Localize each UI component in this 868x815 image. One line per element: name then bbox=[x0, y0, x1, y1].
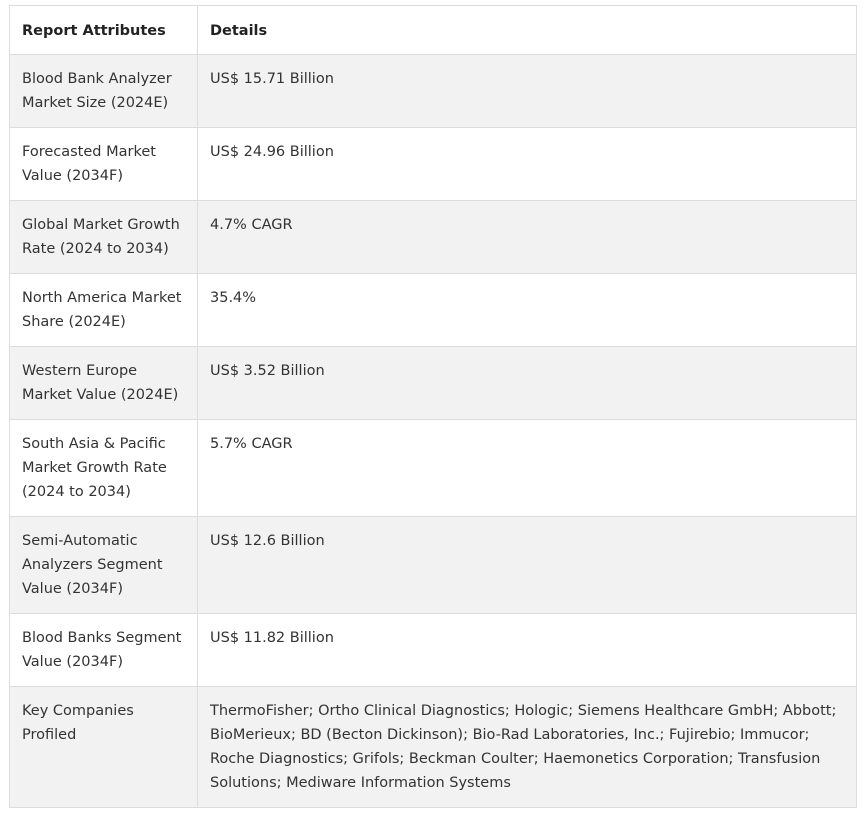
report-attributes-table-container bbox=[9, 5, 856, 808]
attribute-cell: Forecasted Market Value (2034F) bbox=[10, 128, 198, 201]
attribute-cell: Semi-Automatic Analyzers Segment Value (2034F) bbox=[10, 517, 198, 614]
table-row bbox=[10, 687, 857, 808]
attribute-cell: North America Market Share (2024E) bbox=[10, 274, 198, 347]
table-row bbox=[10, 128, 857, 201]
table-row bbox=[10, 201, 857, 274]
report-attributes-table bbox=[9, 5, 857, 808]
attribute-cell: Blood Bank Analyzer Market Size (2024E) bbox=[10, 55, 198, 128]
table-row bbox=[10, 420, 857, 517]
table-row bbox=[10, 347, 857, 420]
detail-cell: US$ 3.52 Billion bbox=[198, 347, 857, 420]
header-report-attributes: Report Attributes bbox=[10, 6, 198, 55]
detail-cell: 5.7% CAGR bbox=[198, 420, 857, 517]
detail-cell: 4.7% CAGR bbox=[198, 201, 857, 274]
table-header bbox=[10, 6, 857, 55]
header-details: Details bbox=[198, 6, 857, 55]
detail-cell: US$ 15.71 Billion bbox=[198, 55, 857, 128]
table-row bbox=[10, 517, 857, 614]
attribute-cell: Western Europe Market Value (2024E) bbox=[10, 347, 198, 420]
attribute-cell: Blood Banks Segment Value (2034F) bbox=[10, 614, 198, 687]
table-row bbox=[10, 55, 857, 128]
detail-cell: US$ 11.82 Billion bbox=[198, 614, 857, 687]
detail-cell: 35.4% bbox=[198, 274, 857, 347]
table-body bbox=[10, 55, 857, 808]
table-header-row bbox=[10, 6, 857, 55]
attribute-cell: South Asia & Pacific Market Growth Rate (2024 to 2034) bbox=[10, 420, 198, 517]
detail-cell: US$ 24.96 Billion bbox=[198, 128, 857, 201]
table-row bbox=[10, 274, 857, 347]
attribute-cell: Global Market Growth Rate (2024 to 2034) bbox=[10, 201, 198, 274]
detail-cell: US$ 12.6 Billion bbox=[198, 517, 857, 614]
detail-cell: ThermoFisher; Ortho Clinical Diagnostics; Hologic; Siemens Healthcare GmbH; Abbott; BioMerieux; BD (Becton Dickinson); Bio-Rad Laboratories, Inc.; Fujirebio; Immucor; Roche Diagnostics; Grifols; Beckman Coulter; Haemonetics Corporation; Transfusion Solutions; Mediware Information Systems bbox=[198, 687, 857, 808]
attribute-cell: Key Companies Profiled bbox=[10, 687, 198, 808]
table-row bbox=[10, 614, 857, 687]
